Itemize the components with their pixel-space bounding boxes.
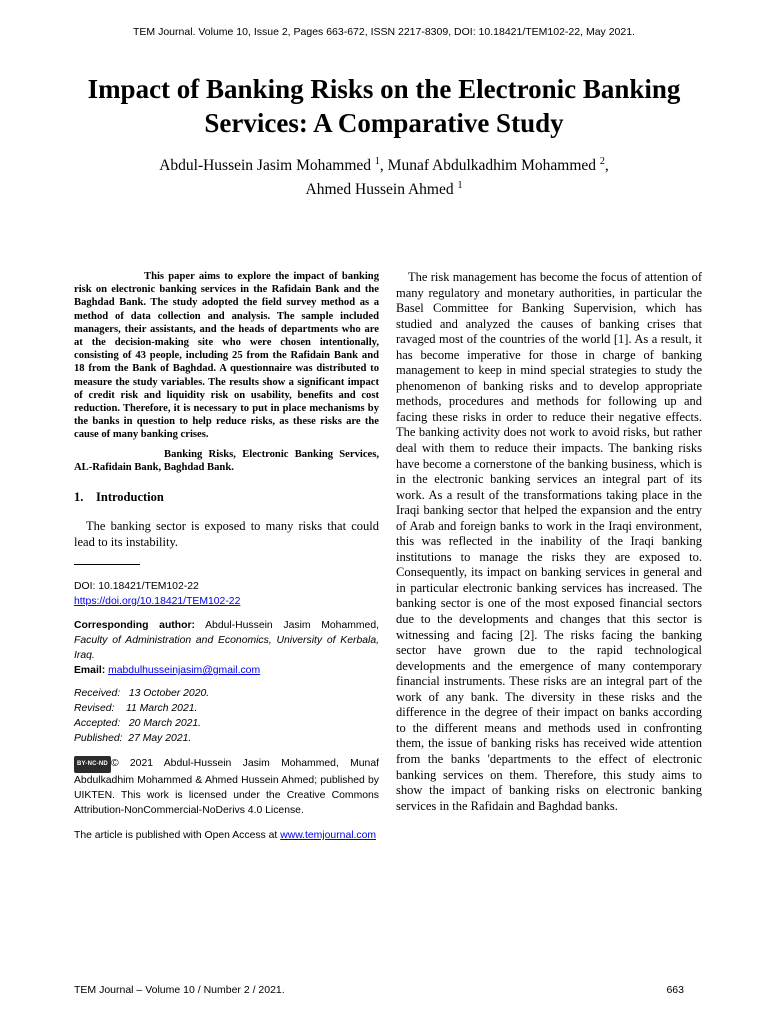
doi-label: DOI: 10.18421/TEM102-22 <box>74 581 199 593</box>
left-column <box>74 270 379 843</box>
keywords <box>74 448 379 474</box>
affiliation-marker: 2 <box>599 156 605 167</box>
affiliation-marker: 1 <box>457 180 463 192</box>
author-name: Abdul-Hussein Jasim Mohammed <box>159 157 372 175</box>
received-date: Received: 13 October 2020. <box>74 688 210 700</box>
cc-license-icon[interactable]: BY-NC-ND <box>74 756 111 773</box>
accepted-date: Accepted: 20 March 2021. <box>74 718 202 730</box>
right-column <box>396 270 702 814</box>
revised-date: Revised: 11 March 2021. <box>74 703 198 715</box>
corr-label: Corresponding author: <box>74 620 195 632</box>
section-title: Introduction <box>96 490 164 505</box>
license-block <box>74 756 379 818</box>
corresponding-author-block <box>74 618 379 678</box>
footnote-divider <box>74 564 140 565</box>
keywords-text: Banking Risks, Electronic Banking Services, AL-Rafidain Bank, Baghdad Bank. <box>74 448 379 473</box>
author-name: Munaf Abdulkadhim Mohammed <box>387 157 597 175</box>
doi-block <box>74 579 379 609</box>
journal-header: TEM Journal. Volume 10, Issue 2, Pages 663-672, ISSN 2217-8309, DOI: 10.18421/TEM102-22, May 2021. <box>133 26 635 38</box>
license-text: © 2021 Abdul-Hussein Jasim Mohammed, Munaf Abdulkadhim Mohammed & Ahmed Hussein Ahmed; published by UIKTEN. This work is licensed under the Creative Commons Attribution-NonCommercial-NoDerivs 4.0 License. <box>74 758 379 817</box>
page-number: 663 <box>666 984 684 996</box>
abstract-text: This paper aims to explore the impact of banking risk on electronic banking services in the Rafidain Bank and the Baghdad Bank. The study adopted the field survey method as a method of data collection and analysis. The sample included managers, their assistants, and the heads of departments who are at the decision-making site who were chosen intentionally, consisting of 43 people, including 25 from the Rafidain Bank and 18 from the Bank of Baghdad. A questionnaire was distributed to measure the study variables. The results show a significant impact of credit risk and liquidity risk on usability, benefits and cost reduction. Therefore, it is necessary to put in place mechanisms by the banks in question to help reduce risks, as these risks are the cause of many banking crises. <box>74 271 379 441</box>
dates-block <box>74 686 379 746</box>
corr-name: Abdul-Hussein Jasim Mohammed, <box>205 620 379 632</box>
access-text: The article is published with Open Access at <box>74 830 278 842</box>
journal-link[interactable]: www.temjournal.com <box>280 830 377 842</box>
email-link[interactable]: mabdulhusseinjasim@gmail.com <box>108 665 261 677</box>
published-date: Published: 27 May 2021. <box>74 733 192 745</box>
corr-affiliation: Faculty of Administration and Economics, University of Kerbala, Iraq. <box>74 635 379 662</box>
open-access-block <box>74 828 379 843</box>
email-label: Email: <box>74 665 106 677</box>
author-list: Abdul-Hussein Jasim Mohammed $^1$, Munaf Abdulkadhim Mohammed $^2$, Ahmed Hussein Ahmed $^1$ <box>159 156 609 199</box>
page-footer: TEM Journal – Volume 10 / Number 2 / 2021. <box>74 984 285 996</box>
section-number: 1. <box>74 490 84 505</box>
paper-title: Impact of Banking Risks on the Electronic Banking Services: A Comparative Study <box>87 74 681 138</box>
body-paragraph: The risk management has become the focus of attention of many regulatory and monetary authorities, in particular the Basel Committee for Banking Supervision, which has studied and analyzed the causes of banking crises that ravaged most of the countries of the world [1]. As a result, it has become imperative for those in charge of banking management to keep in mind special strategies to study the phenomenon of banking risks and to develop appropriate methods, procedures and methods for following up and facing these risks in order to reduce their negative effects. The banking activity does not work to avoid risks, but rather deal with them to reduce their impacts. The banking risks have become a cornerstone of the banking business, which is in the electronic banking services an integral part of its work. As a result of the transformations taking place in the Iraqi banking sector that helped the expansion and the entry of Arab and foreign banks to work in the Iraqi environment, this was reflected in the inability of the Iraqi banking institutions to manage the risks they are exposed to. Consequently, its impact on banking services in general and in particular electronic banking services has increased. The banking sector is one of the most exposed financial sectors due to the developments and changes that this sector is witnessing and facing [2]. The risks facing the banking sector have grown due to the rapid technological developments and the emergence of many contemporary financial instruments. These risks are an integral part of the work of any bank. The diversity in these risks and the difference in the degree of their impact on banks according to the different means and methods used in confronting them, the issue of banking risks has received wide attention from the banks 'departments to the effect of electronic banking services on them. Therefore, this study aims to show the impact of banking risks on electronic banking services in the Rafidain and Baghdad banks. <box>396 270 702 813</box>
doi-link[interactable]: https://doi.org/10.18421/TEM102-22 <box>74 596 241 608</box>
abstract <box>74 270 379 442</box>
section-heading <box>74 490 379 505</box>
affiliation-marker: 1 <box>374 156 380 167</box>
author-name: Ahmed Hussein Ahmed <box>305 181 454 199</box>
intro-paragraph: The banking sector is exposed to many risks that could lead to its instability. <box>74 519 379 549</box>
